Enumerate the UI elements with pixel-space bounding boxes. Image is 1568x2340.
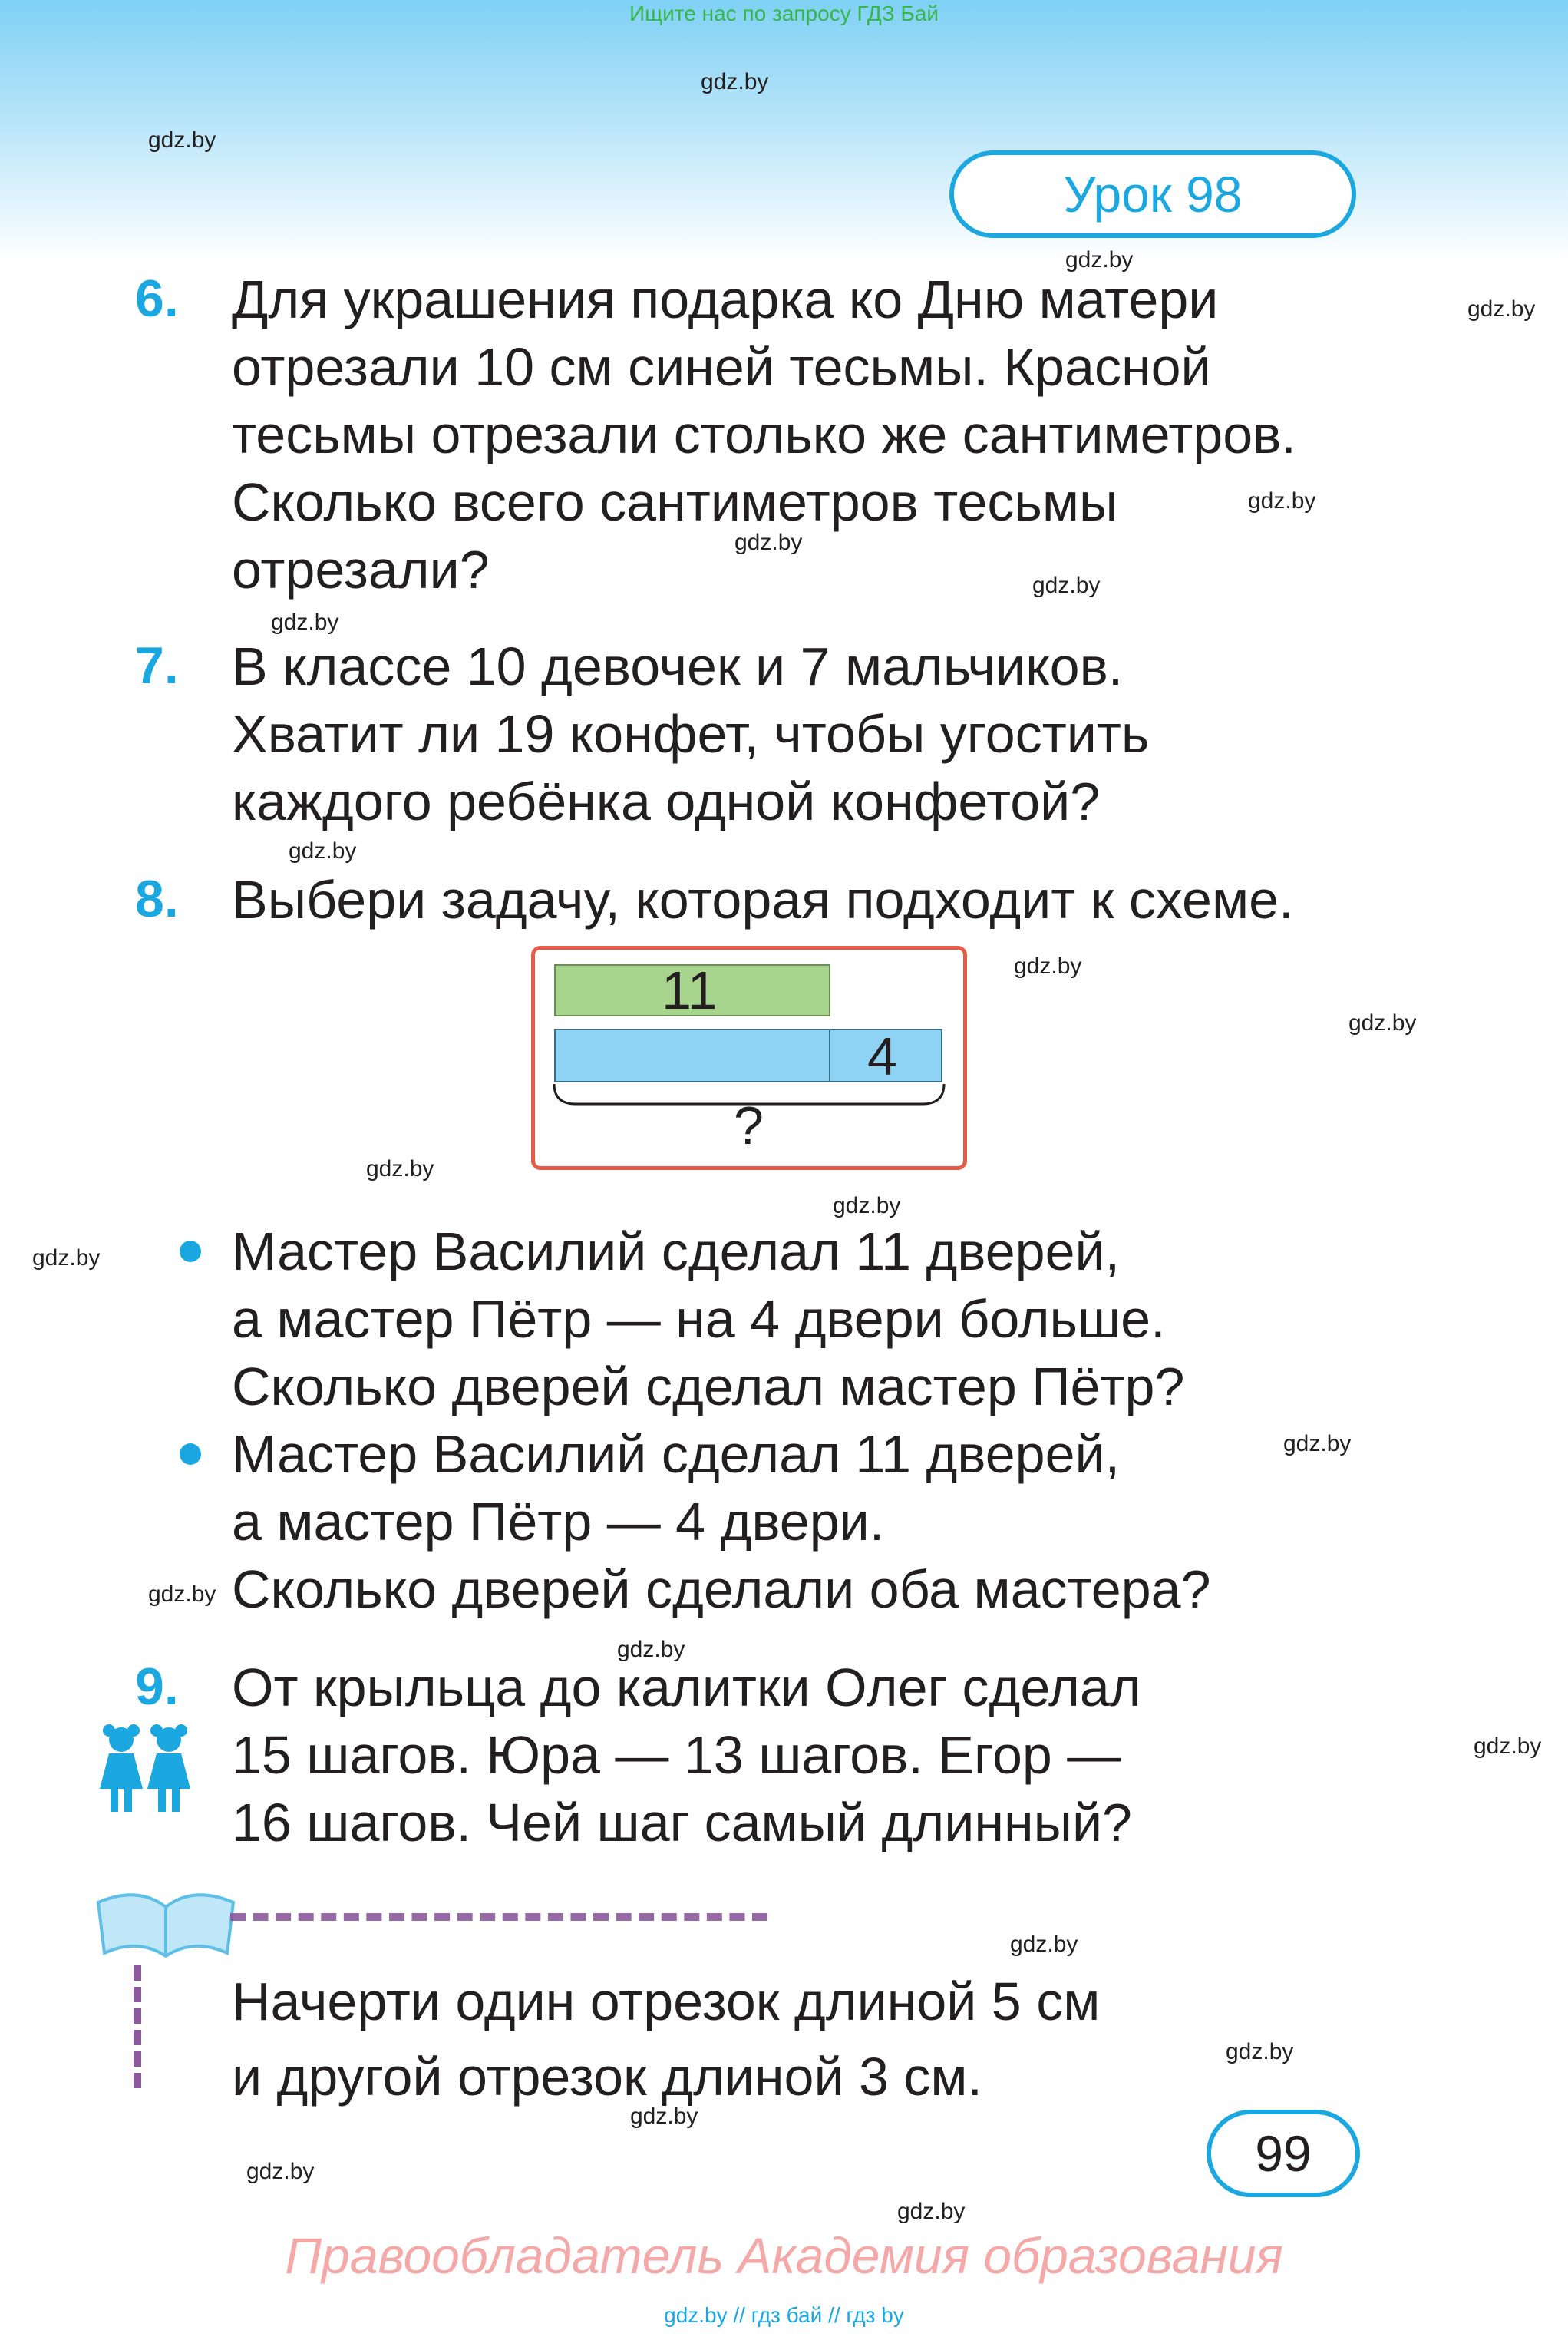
text-line: В классе 10 девочек и 7 мальчиков. xyxy=(232,636,1124,696)
watermark: gdz.by xyxy=(148,127,216,153)
children-icon xyxy=(98,1723,193,1813)
scheme-bottom-part: 4 xyxy=(867,1026,897,1086)
watermark: gdz.by xyxy=(1065,247,1134,273)
text-line: отрезали? xyxy=(232,540,490,600)
homework-text xyxy=(232,1964,1398,2114)
watermark: gdz.by xyxy=(1283,1431,1352,1456)
task-8-number: 8. xyxy=(135,870,179,928)
watermark: gdz.by xyxy=(617,1637,685,1662)
top-note[interactable]: Ищите нас по запросу ГДЗ Бай xyxy=(629,2,939,25)
watermark: gdz.by xyxy=(32,1245,101,1271)
watermark: gdz.by xyxy=(148,1581,216,1607)
homework-divider xyxy=(230,1913,767,1921)
watermark: gdz.by xyxy=(630,2104,698,2129)
task-6-number: 6. xyxy=(135,269,179,328)
text-line: Хватит ли 19 конфет, чтобы угостить xyxy=(232,704,1150,764)
watermark: gdz.by xyxy=(833,1193,901,1218)
text-line: а мастер Пётр — 4 двери. xyxy=(232,1492,885,1552)
open-book-icon xyxy=(92,1879,238,1964)
watermark: gdz.by xyxy=(701,69,769,94)
scheme-top-value: 11 xyxy=(662,960,718,1020)
text-line: отрезали 10 см синей тесьмы. Красной xyxy=(232,337,1211,397)
task-9-number: 9. xyxy=(135,1658,179,1716)
watermark: gdz.by xyxy=(1467,296,1536,322)
text-line: Мастер Василий сделал 11 дверей, xyxy=(232,1424,1121,1484)
watermark: gdz.by xyxy=(366,1156,434,1182)
task-9-text xyxy=(232,1654,1398,1856)
task-7-number: 7. xyxy=(135,636,179,695)
task-8-option-1 xyxy=(232,1218,1398,1420)
text-line: тесьмы отрезали столько же сантиметров. xyxy=(232,405,1296,464)
watermark: gdz.by xyxy=(1248,488,1316,514)
bullet-icon xyxy=(180,1241,201,1262)
text-line: Сколько дверей сделал мастер Пётр? xyxy=(232,1357,1185,1416)
text-line: Выбери задачу, которая подходит к схеме. xyxy=(232,870,1294,930)
text-line: Начерти один отрезок длиной 5 см xyxy=(232,1971,1101,2031)
text-line: 15 шагов. Юра — 13 шагов. Егор — xyxy=(232,1725,1121,1785)
text-line: Сколько всего сантиметров тесьмы xyxy=(232,472,1118,532)
text-line: 16 шагов. Чей шаг самый длинный? xyxy=(232,1793,1132,1852)
footer-links[interactable]: gdz.by // гдз бай // гдз by xyxy=(664,2303,904,2327)
scheme-bar-divider xyxy=(829,1029,830,1082)
watermark: gdz.by xyxy=(1010,1932,1078,1957)
watermark: gdz.by xyxy=(1032,573,1101,598)
watermark: gdz.by xyxy=(246,2159,315,2184)
lesson-title: Урок 98 xyxy=(949,150,1356,238)
task-8-text xyxy=(232,866,1398,934)
watermark: gdz.by xyxy=(271,610,339,635)
watermark: gdz.by xyxy=(289,838,357,864)
watermark: gdz.by xyxy=(897,2199,966,2224)
watermark: gdz.by xyxy=(734,530,803,555)
copyright-text: Правообладатель Академия образования xyxy=(285,2227,1283,2284)
scheme-question: ? xyxy=(734,1096,764,1155)
task-6-text xyxy=(232,266,1398,603)
text-line: От крыльца до калитки Олег сделал xyxy=(232,1658,1141,1717)
text-line: Сколько дверей сделали оба мастера? xyxy=(232,1559,1211,1619)
homework-divider xyxy=(134,1965,141,2088)
page-number: 99 xyxy=(1207,2110,1360,2197)
watermark: gdz.by xyxy=(1226,2039,1294,2064)
bullet-icon xyxy=(180,1443,201,1465)
text-line: Мастер Василий сделал 11 дверей, xyxy=(232,1221,1121,1281)
text-line: Для украшения подарка ко Дню матери xyxy=(232,269,1219,329)
text-line: каждого ребёнка одной конфетой? xyxy=(232,772,1101,831)
task-7-text xyxy=(232,633,1398,835)
text-line: а мастер Пётр — на 4 двери больше. xyxy=(232,1289,1166,1349)
task-8-option-2 xyxy=(232,1420,1398,1623)
watermark: gdz.by xyxy=(1474,1734,1542,1759)
text-line: и другой отрезок длиной 3 см. xyxy=(232,2047,982,2107)
watermark: gdz.by xyxy=(1014,954,1082,979)
watermark: gdz.by xyxy=(1348,1010,1417,1036)
